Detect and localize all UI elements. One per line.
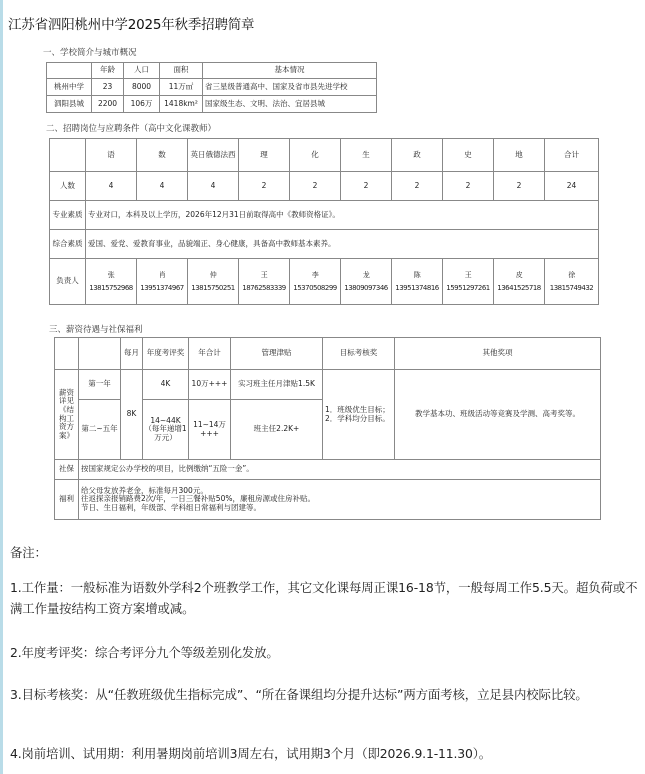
contact-phone: 13815750251	[191, 283, 235, 292]
subject-header: 史	[443, 139, 494, 172]
contact-name: 张	[107, 271, 115, 280]
contact-cell	[239, 259, 290, 305]
y25-allowance: 班主任2.2K+	[231, 400, 323, 460]
social-label: 社保	[55, 460, 79, 480]
row-label: 人数	[50, 172, 86, 201]
subject-header: 语	[86, 139, 137, 172]
headcount-cell: 4	[86, 172, 137, 201]
header-cell: 基本情况	[203, 63, 377, 79]
professional-requirement: 专业对口，本科及以上学历，2026年12月31日前取得高中《教师资格证》。	[86, 201, 599, 230]
section-heading-school: 一、学校简介与城市概况	[43, 48, 137, 58]
section-heading-salary: 三、薪资待遇与社保福利	[49, 325, 143, 335]
corner-cell	[50, 139, 86, 172]
row-label: 负责人	[50, 259, 86, 305]
overall-requirement: 爱国、爱党、爱教育事业，品貌端正、身心健康，具备高中教师基本素养。	[86, 230, 599, 259]
notes-heading: 备注：	[10, 545, 47, 560]
headcount-cell: 4	[137, 172, 188, 201]
contact-name: 皮	[515, 271, 523, 280]
subject-header: 英日俄德法西	[188, 139, 239, 172]
y1-annual-award: 4K	[143, 370, 189, 400]
contact-phone: 13815752968	[89, 283, 133, 292]
contact-name: 仲	[209, 271, 217, 280]
row-label: 综合素质	[50, 230, 86, 259]
left-accent-bar	[0, 0, 3, 774]
note-item-1: 1.工作量：一般标准为语数外学科2个班教学工作，其它文化课每周正课16-18节，一般每周工作5.5天。超负荷或不满工作量按结构工资方案增或减。	[10, 580, 638, 616]
other-awards: 教学基本功、班级活动等竞赛及学测、高考奖等。	[395, 370, 601, 460]
header-cell	[47, 63, 92, 79]
contact-name: 李	[311, 271, 319, 280]
corner-cell	[79, 338, 121, 370]
header-cell: 目标考核奖	[323, 338, 395, 370]
y25-annual-award: 14~44K（每年递增1万元）	[143, 400, 189, 460]
row-label: 专业素质	[50, 201, 86, 230]
contact-cell	[86, 259, 137, 305]
headcount-cell: 2	[392, 172, 443, 201]
header-cell: 人口	[124, 63, 160, 79]
table-cell: 泗阳县城	[47, 96, 92, 113]
welfare-line: 给父母发放养老金，标准每月300元。	[81, 485, 208, 495]
table-cell: 106万	[124, 96, 160, 113]
headcount-cell: 4	[188, 172, 239, 201]
table-cell: 2200	[92, 96, 124, 113]
contact-cell	[494, 259, 545, 305]
contact-name: 肖	[158, 271, 166, 280]
y25-total: 11~14万+++	[189, 400, 231, 460]
headcount-cell: 2	[443, 172, 494, 201]
y1-total: 10万+++	[189, 370, 231, 400]
welfare-text	[79, 480, 601, 520]
contact-cell	[290, 259, 341, 305]
school-overview-table	[46, 62, 377, 113]
contact-name: 徐	[568, 271, 575, 280]
subject-header: 生	[341, 139, 392, 172]
contact-name: 王	[260, 271, 268, 280]
contact-phone: 13951374967	[140, 283, 184, 292]
page-title: 江苏省泗阳桃州中学2025年秋季招聘简章	[8, 17, 255, 33]
year1-label: 第一年	[79, 370, 121, 400]
header-cell: 年度考评奖	[143, 338, 189, 370]
contact-phone: 15370508299	[293, 283, 337, 292]
headcount-cell: 2	[239, 172, 290, 201]
headcount-cell: 2	[494, 172, 545, 201]
header-cell: 年龄	[92, 63, 124, 79]
contact-cell	[392, 259, 443, 305]
note-item-3: 3.目标考核奖：从“任教班级优生指标完成”、“所在备课组均分提升达标”两方面考核，立足县内校际比较。	[10, 687, 588, 702]
welfare-line: 节日、生日福利，年级部、学科组日常福利与团建等。	[81, 502, 261, 512]
note-item-2: 2.年度考评奖：综合考评分九个等级差别化发放。	[10, 645, 279, 660]
subject-header: 理	[239, 139, 290, 172]
contact-phone: 18762583339	[242, 283, 286, 292]
section-heading-recruit: 二、招聘岗位与应聘条件（高中文化课教师）	[46, 124, 217, 134]
headcount-cell: 2	[341, 172, 392, 201]
social-text: 按国家规定公办学校的项目，比例缴纳“五险一金”。	[79, 460, 601, 480]
contact-name: 陈	[413, 271, 421, 280]
table-cell: 23	[92, 79, 124, 96]
contact-cell	[341, 259, 392, 305]
contact-cell	[188, 259, 239, 305]
contact-name: 龙	[362, 271, 370, 280]
salary-table	[54, 337, 601, 520]
subject-header: 合计	[545, 139, 599, 172]
header-cell: 年合计	[189, 338, 231, 370]
table-cell: 桃州中学	[47, 79, 92, 96]
salary-label: 薪资详见《结构工资方案》	[55, 370, 79, 460]
welfare-label: 福利	[55, 480, 79, 520]
header-cell: 管理津贴	[231, 338, 323, 370]
contact-phone: 13809097346	[344, 283, 388, 292]
subject-header: 政	[392, 139, 443, 172]
subject-header: 化	[290, 139, 341, 172]
contact-phone: 13641525718	[497, 283, 541, 292]
table-cell: 8000	[124, 79, 160, 96]
note-item-4: 4.岗前培训、试用期：利用暑期岗前培训3周左右，试用期3个月（即2026.9.1-11.30）。	[10, 746, 492, 761]
table-cell: 国家级生态、文明、法治、宜居县城	[203, 96, 377, 113]
table-cell: 1418km²	[160, 96, 203, 113]
contact-cell	[137, 259, 188, 305]
header-cell: 面积	[160, 63, 203, 79]
target-award: 1．班级优生目标；2．学科均分目标。	[323, 370, 395, 460]
year25-label: 第二~五年	[79, 400, 121, 460]
table-cell: 省三星级普通高中、国家及省市县先进学校	[203, 79, 377, 96]
contact-name: 王	[464, 271, 472, 280]
monthly-salary: 8K	[121, 370, 143, 460]
headcount-cell: 24	[545, 172, 599, 201]
corner-cell	[55, 338, 79, 370]
headcount-cell: 2	[290, 172, 341, 201]
contact-cell	[545, 259, 599, 305]
recruit-table	[49, 138, 599, 305]
subject-header: 数	[137, 139, 188, 172]
contact-cell	[443, 259, 494, 305]
y1-allowance: 实习班主任月津贴1.5K	[231, 370, 323, 400]
welfare-line: 往返探亲报销路费2次/年，一日三餐补贴50%，廉租房源或住房补贴。	[81, 494, 315, 504]
contact-phone: 15951297261	[446, 283, 490, 292]
table-cell: 11万㎡	[160, 79, 203, 96]
contact-phone: 13815749432	[549, 283, 594, 292]
contact-phone: 13951374816	[395, 283, 439, 292]
header-cell: 其他奖项	[395, 338, 601, 370]
subject-header: 地	[494, 139, 545, 172]
header-cell: 每月	[121, 338, 143, 370]
